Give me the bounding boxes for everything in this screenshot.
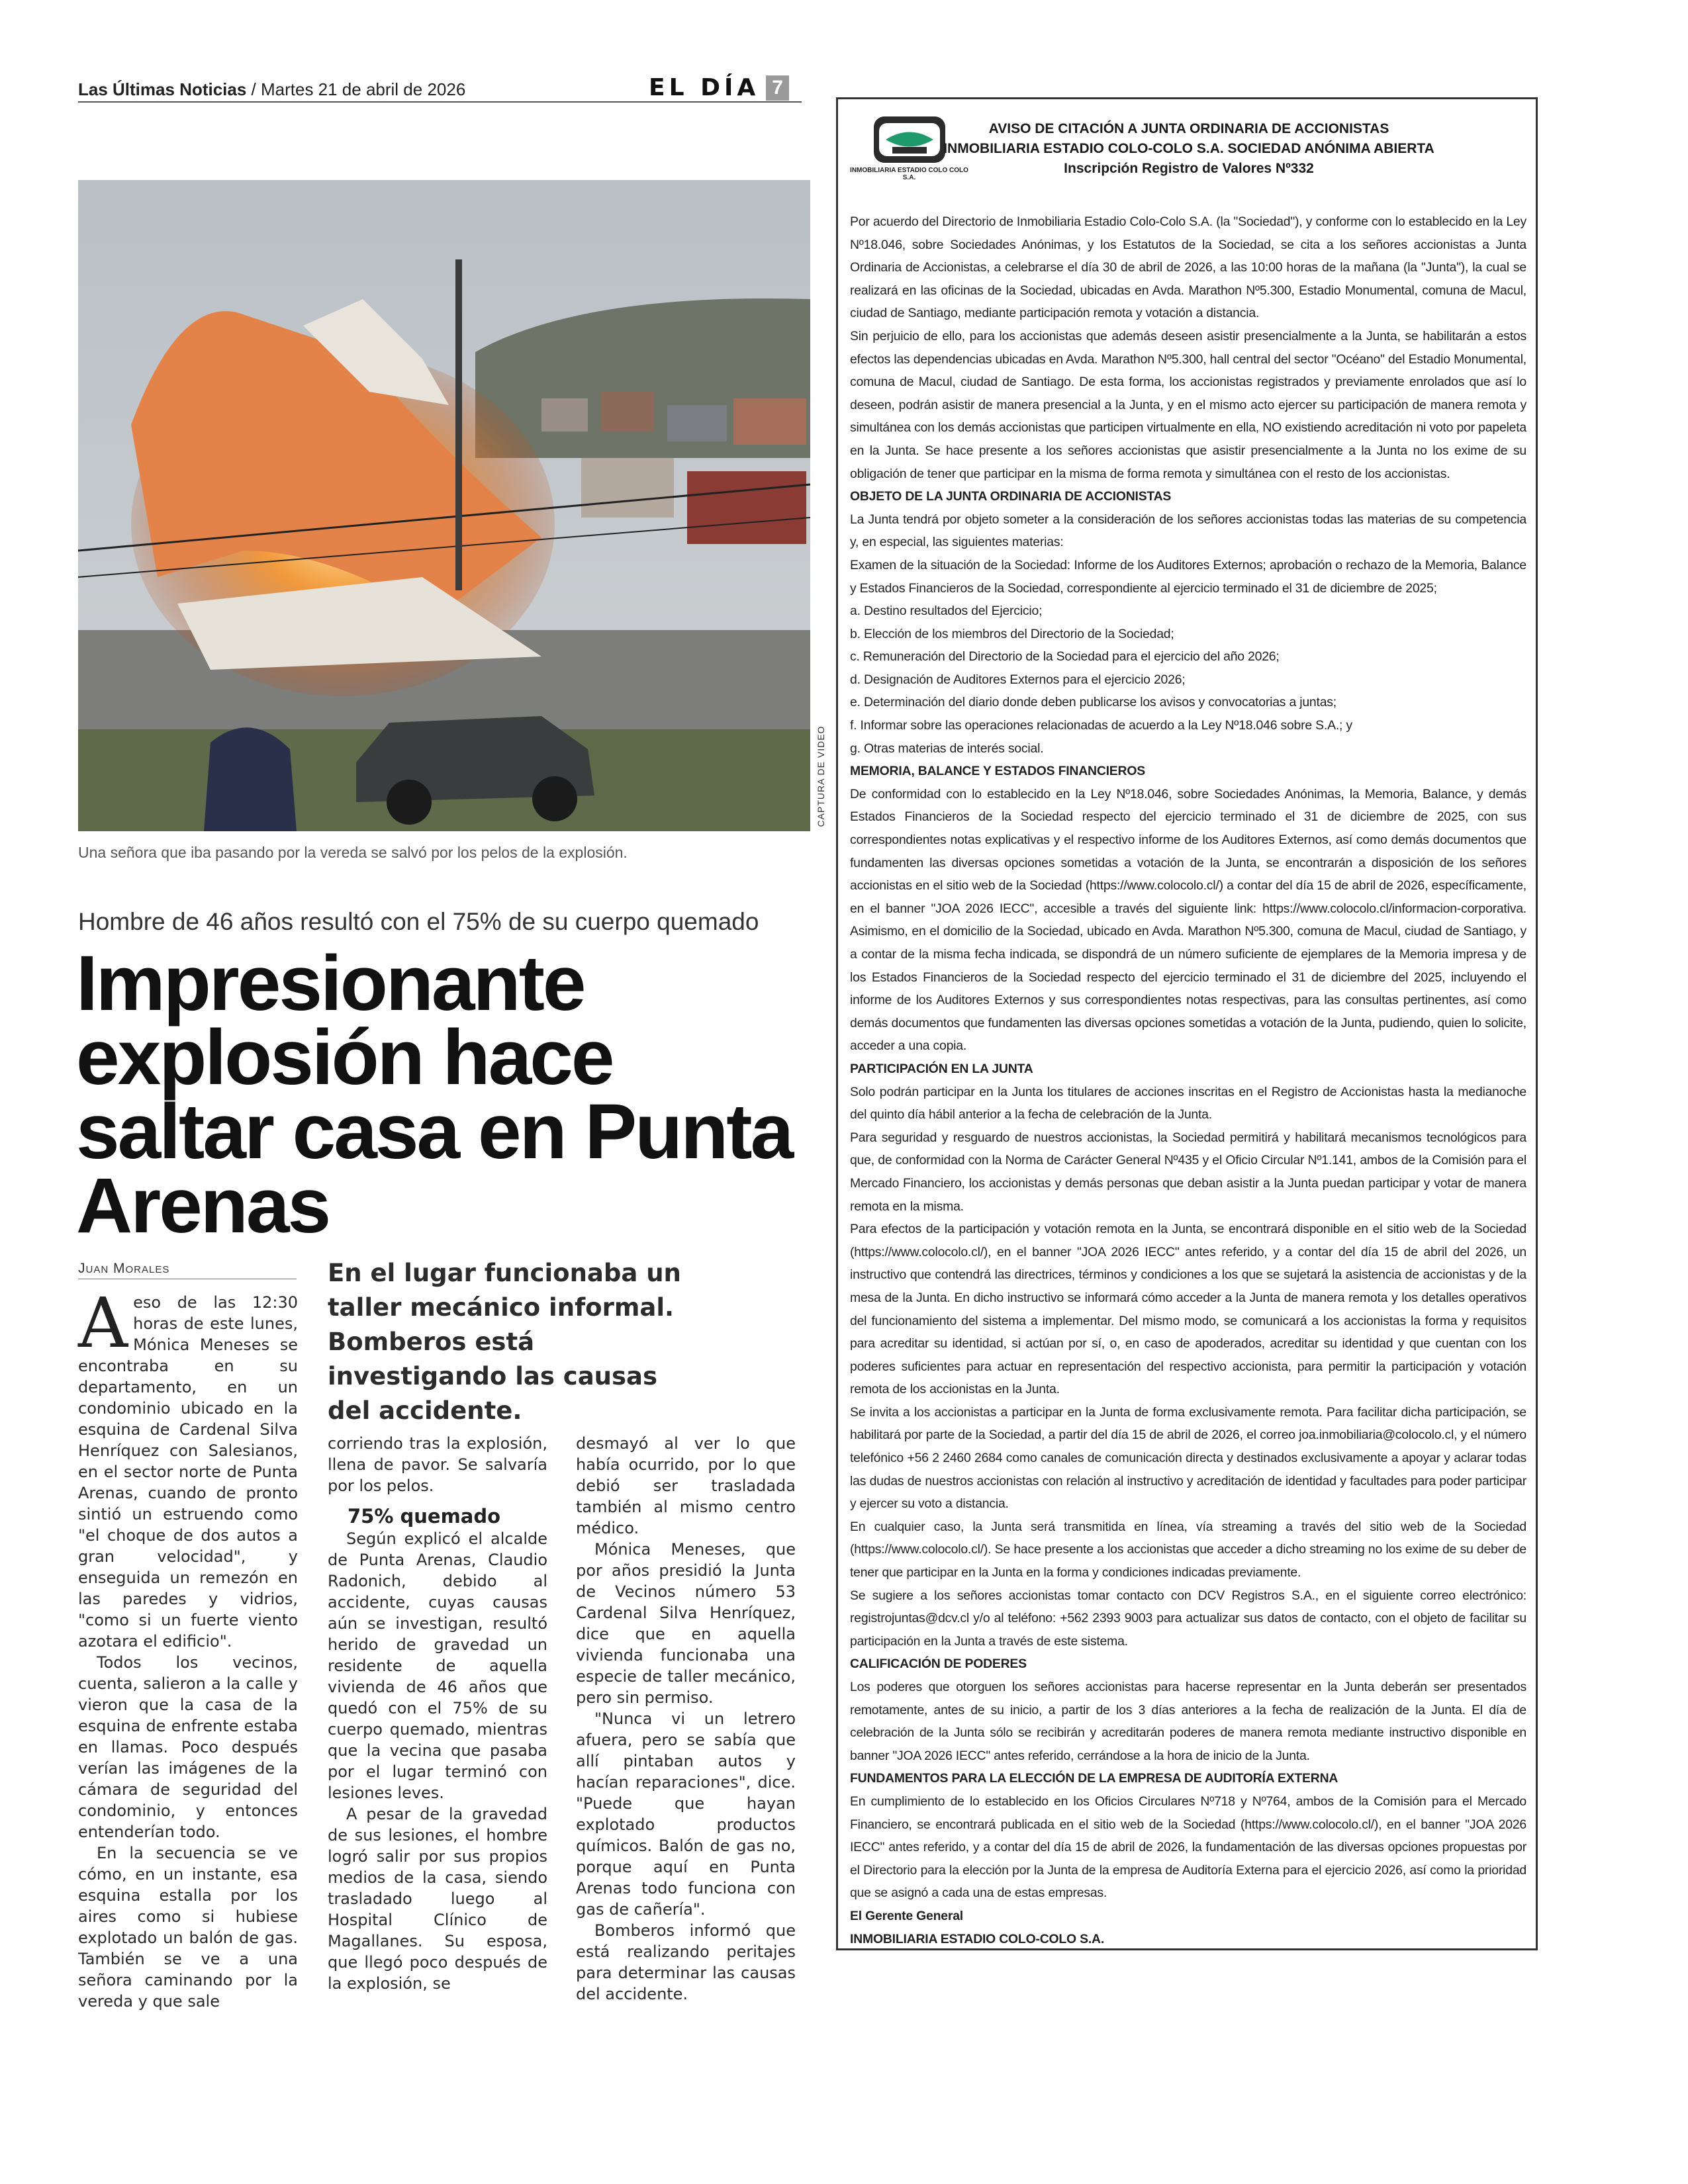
header-separator: / [246,79,261,99]
paragraph: "Nunca vi un letrero afuera, pero se sabía que allí pintaban autos y hacían reparaciones", dice. "Puede que hayan explotado productos químicos. Balón de gas no, porque aquí en Punta Arenas todo funciona con gas de cañería". [576,1709,796,1919]
paragraph: desmayó al ver lo que había ocurrido, por lo que debió ser trasladada también al mismo centro médico. [576,1434,796,1537]
article-byline: Juan Morales [78,1261,297,1279]
publication-date: Martes 21 de abril de 2026 [260,79,466,99]
notice-paragraph: La Junta tendrá por objeto someter a la consideración de los señores accionistas todas las materias de su competencia y, en especial, las siguientes materias: [850,512,1526,550]
paragraph: corriendo tras la explosión, llena de pavor. Se salvaría por los pelos. [328,1434,547,1495]
article-kicker: Hombre de 46 años resultó con el 75% de su cuerpo quemado [78,908,759,935]
notice-paragraph: Sin perjuicio de ello, para los accionistas que además deseen asistir presencialmente a la Junta, se habilitarán a estos efectos las dependencias ubicadas en Avda. Marathon Nº5.300, hall central del sector "Océano" del Estadio Monumental, comuna de Macul, ciudad de Santiago. De esta forma, los accionistas registrados y previamente enrolados que así lo deseen, podrán asistir de manera presencial a la Junta, y en el mismo acto ejercer su participación de manera remota y simultánea con los demás accionistas que participen virtualmente en ella, NO existiendo acreditación ni voto por papeleta en la Junta. Se hace presente a los señores accionistas que asistir presencialmente a la Junta no los exime de su obligación de tener que participar en la misma de forma remota y simultánea con el resto de los accionistas. [850,328,1526,481]
notice-paragraph: De conformidad con lo establecido en la Ley Nº18.046, sobre Sociedades Anónimas, la Memoria, Balance, y demás Estados Financieros de la Sociedad respecto del ejercicio terminado el 31 de diciembre de 2025, con sus correspondientes notas explicativas y el respectivo informe de los Auditores Externos, así como demás documentos que fundamenten las diversas opciones sometidas a votación de la Junta, se encontrarán a disposición de los señores accionistas en el sitio web de la Sociedad (https://www.colocolo.cl/) a contar del día 15 de abril de 2026, específicamente, en el banner "JOA 2026 IECC", accesible a través del siguiente link: https://www.colocolo.cl/informacion-corporativa. Asimismo, en el domicilio de la Sociedad, ubicado en Avda. Marathon Nº5.300, comuna de Macul, ciudad de Santiago, y a contar de la misma fecha indicada, se dispondrá de un número suficiente de ejemplares de la Memoria impresa y de los Estados Financieros de la Sociedad respecto del ejercicio terminado el 31 de diciembre del 2025, incluyendo el informe de los Auditores Externos y sus correspondientes notas respectivas, para las consultas pertinentes, así como demás documentos que fundamenten las diversas opciones sometidas a votación de la Junta, pudiendo, quien lo solicite, acceder a una copia. [850,786,1526,1054]
drop-cap: A [78,1283,128,1363]
article-column-3 [576,1433,796,2005]
page-number: 7 [766,75,789,101]
notice-list-item: b. Elección de los miembros del Directorio de la Sociedad; [850,626,1174,641]
notice-paragraph: Examen de la situación de la Sociedad: Informe de los Auditores Externos; aprobación o rechazo de la Memoria, Balance y Estados Financieros de la Sociedad, correspondiente al ejercicio terminado el 31 de diciembre de 2025; [850,557,1526,596]
paragraph: Todos los vecinos, cuenta, salieron a la calle y vieron que la casa de la esquina de enfrente estaba en llamas. Poco después verían las imágenes de la cámara de seguridad del condominio, y entonces entenderían todo. [78,1653,298,1841]
notice-title-line-3: Inscripción Registro de Valores Nº332 [1064,161,1314,176]
explosion-illustration [78,180,810,831]
notice-paragraph: Los poderes que otorguen los señores accionistas para hacerse representar en la Junta deberán ser presentados remotamente, antes de su inicio, a partir de los 3 días anteriores a la fecha de realización de la Junta. El día de celebración de la Junta sólo se recibirán y acreditarán poderes de manera remota mediante instructivo disponible en banner "JOA 2026 IECC" antes referido, cerrándose a la hora de inicio de la Junta. [850,1680,1526,1763]
paragraph: En la secuencia se ve cómo, en un instante, esa esquina estalla por los aires como si hubiese explotado un balón de gas. También se ve a una señora caminando por la vereda y que sale [78,1844,298,2011]
notice-section-heading: MEMORIA, BALANCE Y ESTADOS FINANCIEROS [850,764,1145,779]
article-column-1 [78,1283,298,2012]
utility-pole [455,259,462,590]
section-header [649,74,789,101]
notice-title [838,119,1540,179]
article-headline: Impresionante explosión hace saltar casa en Punta Arenas [76,940,792,1250]
legal-notice [836,97,1538,1950]
article-deck: En el lugar funcionaba un taller mecánico informal. Bomberos está investigando las causas del accidente. [328,1259,681,1425]
notice-paragraph: En cumplimiento de lo establecido en los Oficios Circulares Nº718 y Nº764, ambos de la Comisión para el Mercado Financiero, se encontrará publicada en el sitio web de la Sociedad (https://www.colocolo.cl/), en el banner "JOA 2026 IECC" antes referido, y a contar del día 15 de abril de 2026, la fundamentación de las diversas opciones propuestas por el Directorio para la elección por la Junta de la empresa de Auditoría Externa para el ejercicio 2026, así como la prioridad que se asignó a cada una de estas empresas. [850,1794,1526,1901]
paragraph: Bomberos informó que está realizando peritajes para determinar las causas del accidente. [576,1921,796,2003]
notice-list-item: a. Destino resultados del Ejercicio; [850,604,1043,619]
notice-body [850,210,1526,1950]
notice-signature-company: INMOBILIARIA ESTADIO COLO-COLO S.A. [850,1931,1105,1946]
paragraph: Mónica Meneses, que por años presidió la Junta de Vecinos número 53 Cardenal Silva Henríquez, dice que en aquella vivienda funcionaba una especie de taller mecánico, pero sin permiso. [576,1540,796,1707]
notice-list-item: f. Informar sobre las operaciones relacionadas de acuerdo a la Ley Nº18.046 sobre S.A.; y [850,718,1352,733]
photo-credit: CAPTURA DE VIDEO [816,725,826,827]
notice-section-heading: CALIFICACIÓN DE PODERES [850,1657,1027,1672]
notice-paragraph: Para efectos de la participación y votación remota en la Junta, se encontrará disponible en el sitio web de la Sociedad (https://www.colocolo.cl/), en el banner "JOA 2026 IECC" antes referido, y a contar del día 15 de abril del 2026, un instructivo que contendrá las directrices, términos y condiciones a los que se sujetará la asistencia de accionistas y de la mesa de la Junta. En dicho instructivo se informará cómo acceder a la Junta de manera remota y los detalles operativos del funcionamiento del sistema a implementar. Del mismo modo, se comunicará a los accionistas la forma y requisitos para acreditar su identidad, si actúan por sí, o, en caso de apoderados, acreditar su identidad y que cuentan con los poderes suficientes para actuar en representación del respectivo accionista, para permitir la participación y votación remota de los accionistas en la Junta. [850,1222,1526,1397]
notice-paragraph: Solo podrán participar en la Junta los titulares de acciones inscritas en el Registro de Accionistas hasta la medianoche del quinto día hábil anterior a la fecha de celebración de la Junta. [850,1084,1526,1122]
page-header [78,79,465,100]
section-name: EL DÍA [649,74,760,101]
paragraph: eso de las 12:30 horas de este lunes, Mónica Meneses se encontraba en su departamento, en un condominio ubicado en la esquina de Cardenal Silva Henríquez con Salesianos, en el sector norte de Punta Arenas, cuando de pronto sintió un estruendo como "el choque de dos autos a gran velocidad", y enseguida un remezón en las paredes y vidrios, "como si un fuerte viento azotara el edificio". [78,1293,298,1651]
article-subhead: 75% quemado [348,1505,501,1527]
notice-section-heading: OBJETO DE LA JUNTA ORDINARIA DE ACCIONISTAS [850,489,1172,504]
paragraph: Según explicó el alcalde de Punta Arenas, Claudio Radonich, debido al accidente, cuyas causas aún se investigan, resultó herido de gravedad un residente de aquella vivienda de 46 años que quedó con el 75% de su cuerpo quemado, mientras que la vecina que pasaba por el lugar terminó con lesiones leves. [328,1529,547,1802]
notice-section-heading: PARTICIPACIÓN EN LA JUNTA [850,1061,1033,1076]
notice-list-item: c. Remuneración del Directorio de la Sociedad para el ejercicio del año 2026; [850,649,1280,664]
logo-text: INMOBILIARIA ESTADIO COLO COLO S.A. [850,167,968,181]
notice-title-line-1: AVISO DE CITACIÓN A JUNTA ORDINARIA DE ACCIONISTAS [988,121,1389,136]
photo-caption: Una señora que iba pasando por la vereda se salvó por los pelos de la explosión. [78,844,628,861]
publication-name: Las Últimas Noticias [78,79,247,99]
header-rule [78,101,802,103]
notice-paragraph: Por acuerdo del Directorio de Inmobiliaria Estadio Colo-Colo S.A. (la "Sociedad"), y conforme con lo establecido en la Ley Nº18.046, sobre Sociedades Anónimas, y los Estatutos de la Sociedad, se cita a los señores accionistas a Junta Ordinaria de Accionistas, a celebrarse el día 30 de abril de 2026, a las 10:00 horas de la mañana (la "Junta"), la cual se realizará en las oficinas de la Sociedad, ubicadas en Avda. Marathon Nº5.300, Estadio Monumental, comuna de Macul, ciudad de Santiago, mediante participación remota y votación a distancia. [850,214,1526,321]
notice-paragraph: Para seguridad y resguardo de nuestros accionistas, la Sociedad permitirá y habilitará mecanismos tecnológicos para que, de conformidad con la Norma de Carácter General Nº435 y el Oficio Circular Nº1.141, ambos de la Comisión para el Mercado Financiero, los accionistas y demás personas que deban asistir a la Junta puedan participar y votar de manera remota en la misma. [850,1130,1526,1214]
notice-list-item: g. Otras materias de interés social. [850,741,1044,756]
article-column-2 [328,1433,547,1994]
notice-list-item: e. Determinación del diario donde deben publicarse los avisos y convocatorias a juntas; [850,695,1336,710]
notice-paragraph: Se sugiere a los señores accionistas tomar contacto con DCV Registros S.A., en el siguiente correo electrónico: registrojuntas@dcv.cl y/o al teléfono: +562 2393 9003 para actualizar sus datos de contacto, con el objeto de facilitar su participación en la Junta a través de este sistema. [850,1588,1526,1649]
paragraph: A pesar de la gravedad de sus lesiones, el hombre logró salir por sus propios medios de la casa, siendo trasladado luego al Hospital Clínico de Magallanes. Su esposa, que llegó poco después de la explosión, se [328,1805,547,1993]
notice-signature-title: El Gerente General [850,1908,963,1923]
notice-paragraph: Se invita a los accionistas a participar en la Junta de forma exclusivamente remota. Para facilitar dicha participación, se habilitará por parte de la Sociedad, a partir del día 15 de abril de 2026, el correo joa.inmobiliaria@colocolo.cl, y el número telefónico +56 2 2460 2684 como canales de comunicación directa y destinados exclusivamente a apoyar y aclarar todas las dudas de nuestros accionistas con relación al instructivo y acreditación de identidad y facultades para poder participar y ejercer su voto a distancia. [850,1404,1526,1512]
notice-list-item: d. Designación de Auditores Externos para el ejercicio 2026; [850,672,1186,687]
notice-title-line-2: INMOBILIARIA ESTADIO COLO-COLO S.A. SOCIEDAD ANÓNIMA ABIERTA [943,141,1434,156]
explosion-photo [78,180,810,831]
notice-section-heading: FUNDAMENTOS PARA LA ELECCIÓN DE LA EMPRESA DE AUDITORÍA EXTERNA [850,1771,1338,1786]
pedestrian [204,727,297,831]
notice-paragraph: En cualquier caso, la Junta será transmitida en línea, vía streaming a través del sitio web de la Sociedad (https://www.colocolo.cl/). Se hace presente a los accionistas que acceder a dicho streaming no los exime de su deber de tener que participar en la Junta en la forma y condiciones indicadas previamente. [850,1519,1526,1580]
